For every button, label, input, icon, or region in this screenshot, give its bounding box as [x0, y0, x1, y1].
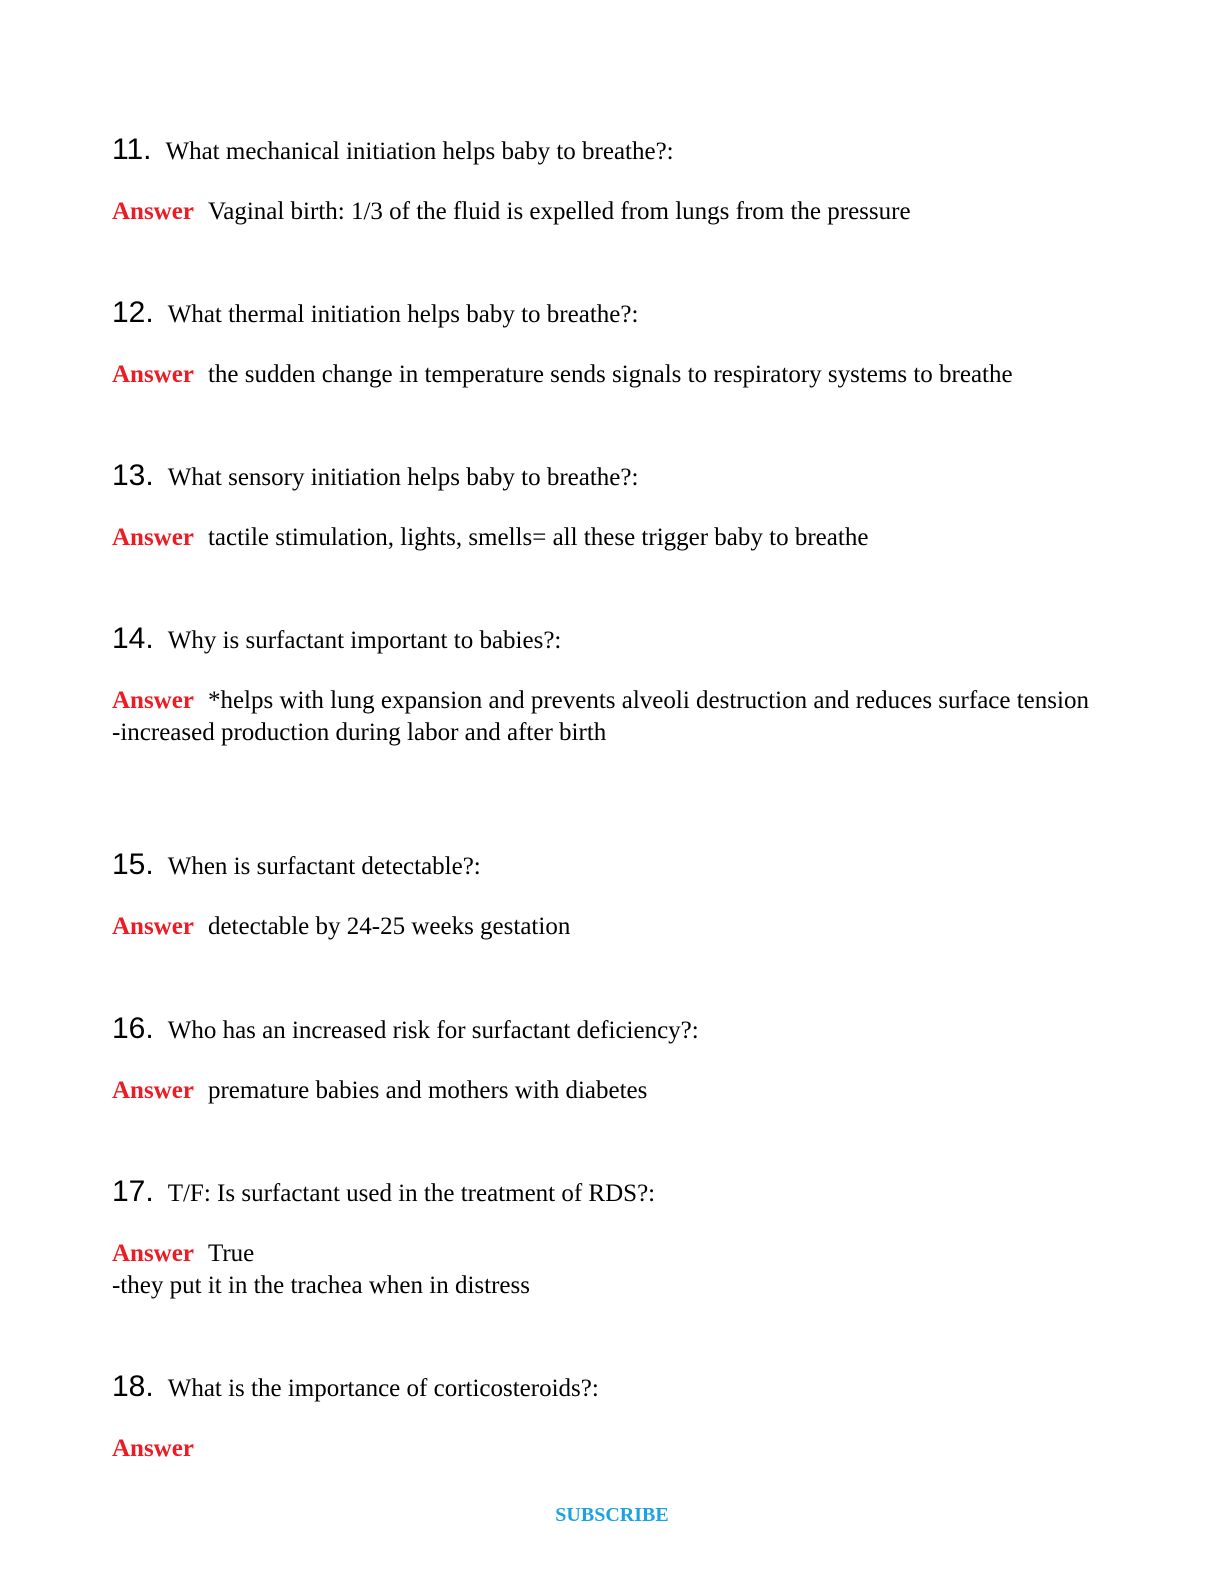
- question: [112, 1370, 1112, 1410]
- answer-label: Answer: [112, 361, 194, 388]
- answer-text: premature babies and mothers with diabetes: [207, 1077, 648, 1104]
- qa-item-17: [112, 1175, 1112, 1302]
- answer: [112, 359, 1112, 391]
- answer-label: Answer: [112, 524, 194, 551]
- answer-label: Answer: [112, 913, 194, 940]
- qa-item-13: [112, 459, 1112, 554]
- qa-item-16: [112, 1012, 1112, 1107]
- question-text: What thermal initiation helps baby to breathe?:: [167, 301, 639, 328]
- qa-item-11: [112, 133, 1112, 228]
- qa-item-15: [112, 848, 1112, 943]
- answer-text: *helps with lung expansion and prevents alveoli destruction and reduces surface tension: [207, 687, 1089, 714]
- subscribe-link[interactable]: SUBSCRIBE: [555, 1504, 669, 1526]
- question-number: 13.: [112, 459, 154, 492]
- qa-item-12: [112, 296, 1112, 391]
- question: [112, 133, 1112, 173]
- answer-label: Answer: [112, 687, 194, 714]
- answer-text: tactile stimulation, lights, smells= all these trigger baby to breathe: [207, 524, 869, 551]
- qa-item-14: [112, 622, 1112, 749]
- qa-item-18: [112, 1370, 1112, 1465]
- answer-text-line: -they put it in the trachea when in distress: [112, 1272, 530, 1299]
- question-text: What is the importance of corticosteroids?:: [167, 1375, 599, 1402]
- answer-label: Answer: [112, 1435, 194, 1462]
- question-text: T/F: Is surfactant used in the treatment of RDS?:: [167, 1180, 656, 1207]
- answer: [112, 685, 1112, 749]
- answer: [112, 1075, 1112, 1107]
- answer-label: Answer: [112, 198, 194, 225]
- question: [112, 459, 1112, 499]
- question-number: 11.: [112, 133, 152, 166]
- question-text: Who has an increased risk for surfactant deficiency?:: [167, 1017, 699, 1044]
- answer-label: Answer: [112, 1077, 194, 1104]
- answer-text-line: -increased production during labor and after birth: [112, 719, 607, 746]
- question-text: What mechanical initiation helps baby to breathe?:: [165, 138, 674, 165]
- question-number: 14.: [112, 622, 154, 655]
- question-number: 16.: [112, 1012, 154, 1045]
- answer: [112, 1238, 1112, 1302]
- answer: [112, 522, 1112, 554]
- question-number: 18.: [112, 1370, 154, 1403]
- answer-text: True: [207, 1240, 255, 1267]
- question: [112, 296, 1112, 336]
- question-text: When is surfactant detectable?:: [167, 853, 481, 880]
- question-number: 12.: [112, 296, 154, 329]
- answer-text: detectable by 24-25 weeks gestation: [207, 913, 571, 940]
- answer: [112, 1433, 1112, 1465]
- question-number: 17.: [112, 1175, 154, 1208]
- answer-text: the sudden change in temperature sends signals to respiratory systems to breathe: [207, 361, 1013, 388]
- question-text: Why is surfactant important to babies?:: [167, 627, 562, 654]
- answer: [112, 911, 1112, 943]
- question-number: 15.: [112, 848, 154, 881]
- question-text: What sensory initiation helps baby to breathe?:: [167, 464, 639, 491]
- answer-label: Answer: [112, 1240, 194, 1267]
- question: [112, 1012, 1112, 1052]
- answer: [112, 196, 1112, 228]
- answer-text: Vaginal birth: 1/3 of the fluid is expelled from lungs from the pressure: [207, 198, 911, 225]
- question: [112, 622, 1112, 662]
- question: [112, 1175, 1112, 1215]
- question: [112, 848, 1112, 888]
